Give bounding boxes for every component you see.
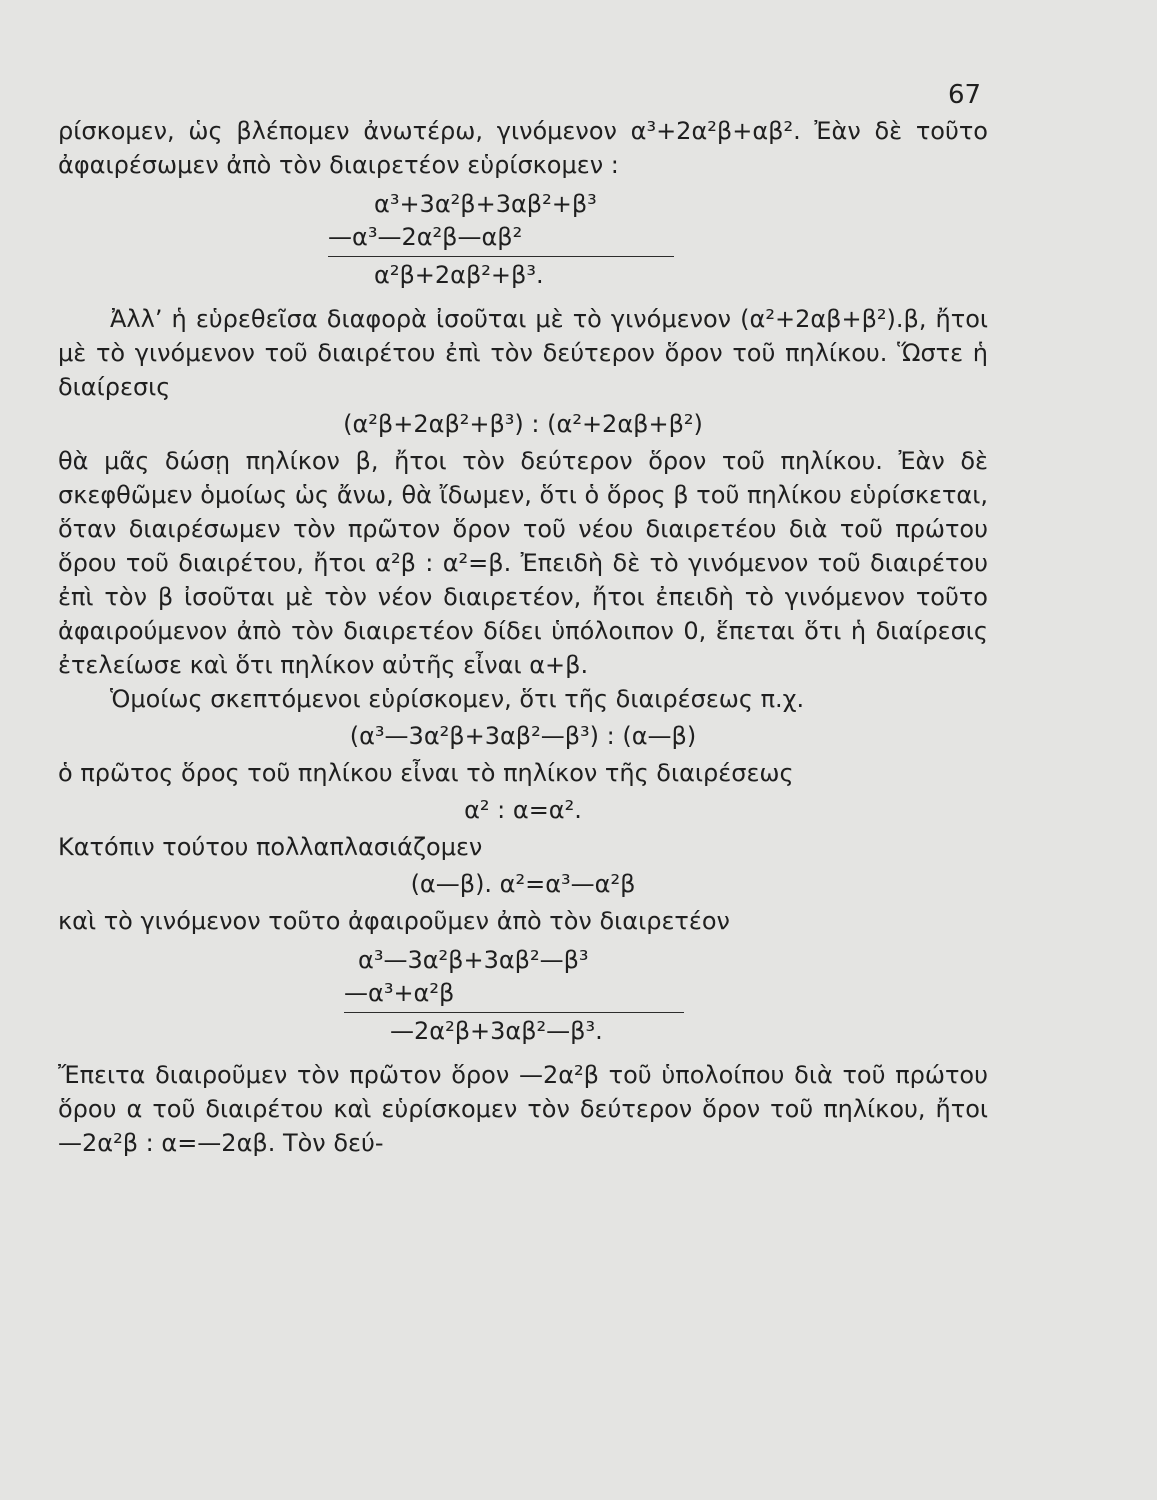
subtraction-rule <box>328 256 674 257</box>
paragraph-1: ρίσκομεν, ὡς βλέπομεν ἀνωτέρω, γινόμενον α³+2α²β+αβ². Ἐὰν δὲ τοῦτο ἀφαιρέσωμεν ἀπὸ τὸν διαιρετέον εὑρίσκομεν : <box>58 117 988 179</box>
subtraction-block-1 <box>328 188 674 292</box>
page-number: 67 <box>948 80 982 110</box>
difference-line: α²β+2αβ²+β³. <box>374 261 544 289</box>
paragraph-8: Ἔπειτα διαιροῦμεν τὸν πρῶτον ὅρον —2α²β τοῦ ὑπολοίπου διὰ τοῦ πρώτου ὅρου α τοῦ διαιρέτου καὶ εὑρίσκομεν τὸν δεύτερον ὅρον τοῦ πηλίκου, ἤτοι —2α²β : α=—2αβ. Τὸν δεύ- <box>58 1061 988 1157</box>
subtraction-rule <box>344 1012 684 1013</box>
minuend-line: α³—3α²β+3αβ²—β³ <box>358 946 589 974</box>
subtraction-block-2 <box>344 944 684 1048</box>
paragraph-2: Ἀλλ’ ἡ εὑρεθεῖσα διαφορὰ ἰσοῦται μὲ τὸ γινόμενον (α²+2αβ+β²).β, ἤτοι μὲ τὸ γινόμενον τοῦ διαιρέτου ἐπὶ τὸν δεύτερον ὅρον τοῦ πηλίκου. Ὥστε ἡ διαίρεσις <box>58 305 988 401</box>
equation-product: (α—β). α²=α³—α²β <box>410 870 636 898</box>
difference-line: —2α²β+3αβ²—β³. <box>390 1017 603 1045</box>
minuend-line: α³+3α²β+3αβ²+β³ <box>374 190 597 218</box>
equation-division-1: (α²β+2αβ²+β³) : (α²+2αβ+β²) <box>343 410 703 438</box>
paragraph-7: καὶ τὸ γινόμενον τοῦτο ἀφαιροῦμεν ἀπὸ τὸν διαιρετέον <box>58 907 730 935</box>
paragraph-5: ὁ πρῶτος ὅρος τοῦ πηλίκου εἶναι τὸ πηλίκον τῆς διαιρέσεως <box>58 759 794 787</box>
paragraph-3: θὰ μᾶς δώσῃ πηλίκον β, ἤτοι τὸν δεύτερον ὅρον τοῦ πηλίκου. Ἐὰν δὲ σκεφθῶμεν ὁμοίως ὡς ἄνω, θὰ ἴδωμεν, ὅτι ὁ ὅρος β τοῦ πηλίκου εὑρίσκεται, ὅταν διαιρέσωμεν τὸν πρῶτον ὅρον τοῦ νέου διαιρετέου διὰ τοῦ πρώτου ὅρου τοῦ διαιρέτου, ἤτοι α²β : α²=β. Ἐπειδὴ δὲ τὸ γινόμενον τοῦ διαιρέτου ἐπὶ τὸν β ἰσοῦται μὲ τὸν νέον διαιρετέον, ἤτοι ἐπειδὴ τὸ γινόμενον τοῦτο ἀφαιρούμενον ἀπὸ τὸν διαιρετέον δίδει ὑπόλοιπον 0, ἕπεται ὅτι ἡ διαίρεσις ἐτελείωσε καὶ ὅτι πηλίκον αὐτῆς εἶναι α+β. <box>58 447 988 679</box>
paragraph-4: Ὁμοίως σκεπτόμενοι εὑρίσκομεν, ὅτι τῆς διαιρέσεως π.χ. <box>110 685 805 713</box>
paragraph-6: Κατόπιν τούτου πολλαπλασιάζομεν <box>58 833 483 861</box>
subtrahend-line: —α³—2α²β—αβ² <box>328 223 523 251</box>
equation-division-2: (α³—3α²β+3αβ²—β³) : (α—β) <box>349 722 697 750</box>
subtrahend-line: —α³+α²β <box>344 979 455 1007</box>
page-body <box>58 114 988 1160</box>
equation-quotient: α² : α=α². <box>464 796 582 824</box>
